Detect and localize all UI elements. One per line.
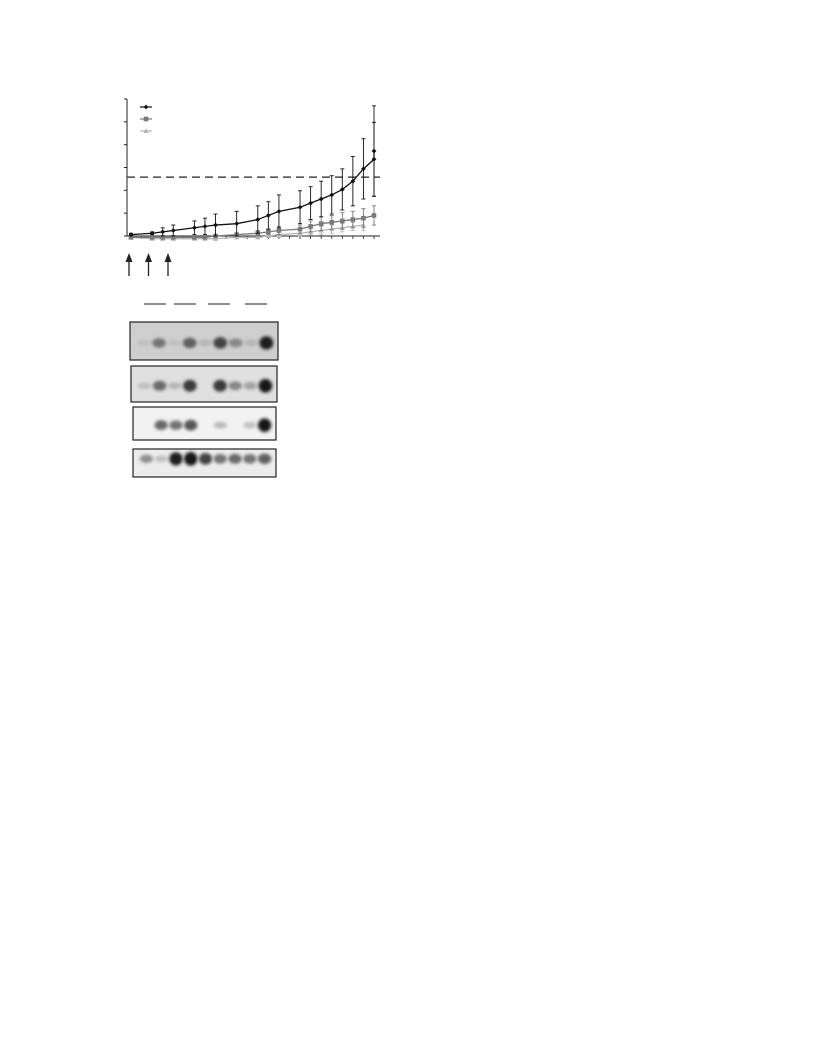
blot-band	[169, 420, 182, 430]
blot-band	[243, 454, 256, 464]
blot-band	[155, 456, 168, 462]
blot-band	[228, 381, 242, 390]
blot-band	[258, 418, 271, 432]
blot-band	[228, 454, 241, 464]
blot-band	[229, 339, 243, 348]
blot-band	[199, 453, 212, 465]
blot-panel-2	[131, 366, 277, 402]
blot-band	[259, 379, 273, 393]
blot-band	[152, 338, 166, 348]
blot-band	[259, 336, 273, 349]
blot-band	[213, 337, 227, 349]
blot-panel-4	[133, 449, 276, 477]
blot-band	[184, 452, 197, 466]
blot-band	[198, 340, 212, 347]
blot-panel-1	[130, 322, 278, 360]
blot-band	[169, 452, 182, 465]
blot-band	[214, 454, 227, 464]
blot-band	[214, 422, 227, 429]
blot-band	[183, 338, 197, 348]
blot-panel-3	[133, 407, 276, 440]
blot-band	[137, 340, 151, 346]
blot-band	[184, 420, 197, 431]
blot-band	[244, 382, 258, 390]
blot-band	[168, 382, 182, 389]
blot-band	[243, 422, 256, 428]
blot-band	[167, 340, 181, 346]
blot-band	[155, 420, 168, 430]
blot-band	[258, 454, 271, 464]
blot-band	[140, 455, 153, 463]
blot-band	[153, 381, 167, 391]
blot-band	[183, 380, 197, 392]
blot-band	[138, 383, 152, 389]
blot-band	[213, 380, 227, 392]
blot-band	[244, 340, 258, 347]
